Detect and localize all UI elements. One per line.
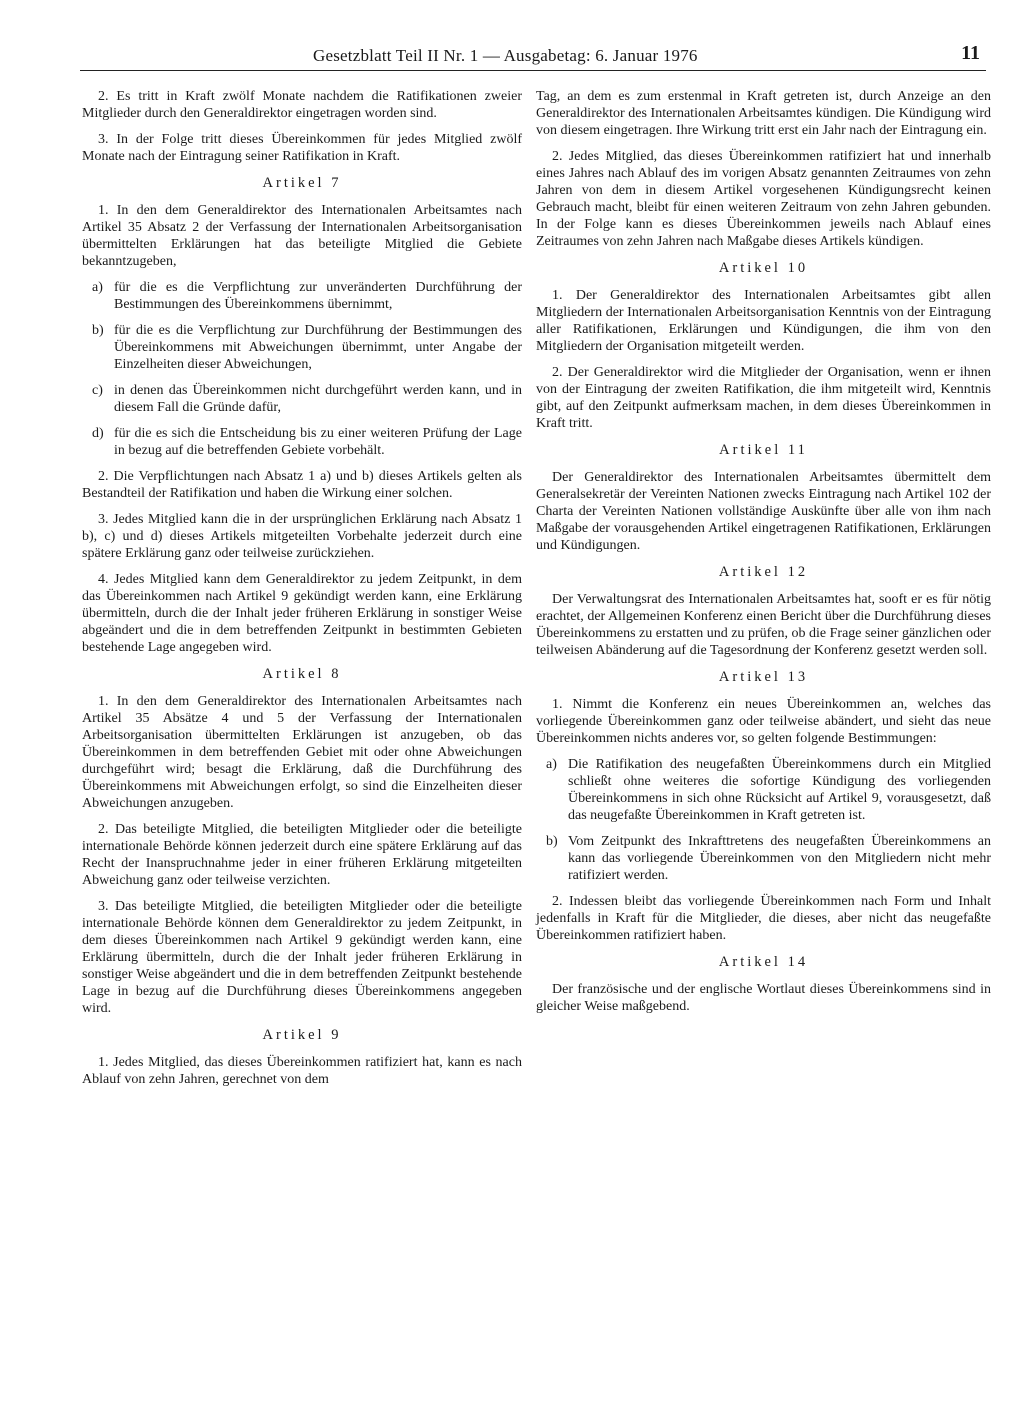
article-heading: Artikel 10 <box>718 260 809 276</box>
list-item <box>536 756 991 824</box>
paragraph: 2. Es tritt in Kraft zwölf Monate nachdem die Ratifikationen zweier Mitglieder durch den Generaldirektor eingetragen worden sind. <box>82 89 522 121</box>
paragraph: Der französische und der englische Wortlaut dieses Übereinkommens sind in gleicher Weise maßgebend. <box>536 982 991 1014</box>
paragraph: 2. Jedes Mitglied, das dieses Übereinkommen ratifiziert hat und innerhalb eines Jahres nach Ablauf des im vorigen Absatz genannten Zeitraumes von zehn Jahren von dem in diesem Artikel vorgesehenen Kündigungsrecht keinen Gebrauch macht, bleibt für einen weiteren Zeitraum von zehn Jahren gebunden. In der Folge kann es dieses Übereinkommen jeweils nach Ablauf eines Zeitraumes von zehn Jahren nach Maßgabe dieses Artikels kündigen. <box>536 149 991 249</box>
paragraph: 3. Das beteiligte Mitglied, die beteiligten Mitglieder oder die beteiligte internationale Behörde können dem Generaldirektor zu jedem Zeitpunkt, in dem dieses Übereinkommen nach Artikel 9 gekündigt werden kann, eine Erklärung übermitteln, durch die der Inhalt jeder früheren Erklärung in sonstiger Weise abgeändert und die in dem betreffenden Zeitpunkt bestehende Lage in bezug auf die Durchführung dieses Übereinkommens angegeben wird. <box>82 899 522 1016</box>
article-heading: Artikel 14 <box>718 954 809 970</box>
article-heading: Artikel 7 <box>262 175 342 191</box>
paragraph: 2. Der Generaldirektor wird die Mitglieder der Organisation, wenn er ihnen von der Eintragung der zweiten Ratifikation, die ihm mitgeteilt wird, Kenntnis gibt, auf den Zeitpunkt aufmerksam machen, in dem dieses Übereinkommen in Kraft tritt. <box>536 365 991 431</box>
paragraph: Tag, an dem es zum erstenmal in Kraft getreten ist, durch Anzeige an den Generaldirektor des Internationalen Arbeitsamtes kündigen. Die Kündigung wird von diesem eingetragen. Ihre Wirkung tritt erst ein Jahr nach der Eintragung ein. <box>536 89 991 138</box>
list-item-label: b) <box>92 323 104 338</box>
list-item-label: a) <box>92 280 103 295</box>
article-heading: Artikel 9 <box>262 1027 342 1043</box>
paragraph: Der Verwaltungsrat des Internationalen Arbeitsamtes hat, sooft er es für nötig erachtet, der Allgemeinen Konferenz einen Bericht über die Durchführung dieses Übereinkommens zu erstatten und zu prüfen, ob die Frage seiner gänzlichen oder teilweisen Abänderung auf die Tagesordnung der Konferenz gesetzt werden soll. <box>536 592 991 658</box>
list-item-text: Vom Zeitpunkt des Inkrafttretens des neugefaßten Übereinkommens an kann das vorliegende Übereinkommen von den Mitgliedern nicht mehr ratifiziert werden. <box>568 834 991 883</box>
list-item-text: für die es sich die Entscheidung bis zu einer weiteren Prüfung der Lage in bezug auf die betreffenden Gebiete vorbehält. <box>114 426 522 458</box>
paragraph: 1. Der Generaldirektor des Internationalen Arbeitsamtes gibt allen Mitgliedern der Internationalen Arbeitsorganisation Kenntnis von der Eintragung aller Ratifikationen, Erklärungen und Kündigungen, die ihm von den Mitgliedern der Organisation mitgeteilt werden. <box>536 288 991 354</box>
list-item <box>82 425 522 459</box>
paragraph: 1. Jedes Mitglied, das dieses Übereinkommen ratifiziert hat, kann es nach Ablauf von zehn Jahren, gerechnet von dem <box>82 1055 522 1087</box>
list-item-label: c) <box>92 383 103 398</box>
article-heading: Artikel 8 <box>262 666 342 682</box>
article-heading: Artikel 12 <box>718 564 809 580</box>
page-header <box>80 42 986 71</box>
gazette-title: Gesetzblatt Teil II Nr. 1 — Ausgabetag: 6. Januar 1976 <box>313 46 698 65</box>
paragraph: 1. In den dem Generaldirektor des Internationalen Arbeitsamtes nach Artikel 35 Absatz 2 der Verfassung der Internationalen Arbeitsorganisation übermittelten Erklärungen hat das beteiligte Mitglied die Gebiete bekanntzugeben, <box>82 203 522 269</box>
list-item-text: in denen das Übereinkommen nicht durchgeführt werden kann, und in diesem Fall die Gründe dafür, <box>114 383 522 415</box>
list-item <box>536 833 991 884</box>
paragraph: 4. Jedes Mitglied kann dem Generaldirektor zu jedem Zeitpunkt, in dem das Übereinkommen nach Artikel 9 gekündigt werden kann, eine Erklärung übermitteln, durch die der Inhalt jeder früheren Erklärung in sonstiger Weise abgeändert und die in dem betreffenden Zeitpunkt in bestimmten Gebieten bestehende Lage angegeben wird. <box>82 572 522 655</box>
right-column <box>536 88 991 1024</box>
list-item <box>82 279 522 313</box>
list-item <box>82 322 522 373</box>
list-item-label: d) <box>92 426 104 441</box>
paragraph: 3. Jedes Mitglied kann die in der ursprünglichen Erklärung nach Absatz 1 b), c) und d) dieses Artikels mitgeteilten Vorbehalte jederzeit durch eine spätere Erklärung ganz oder teilweise zurückziehen. <box>82 512 522 561</box>
list-item-label: a) <box>546 757 557 772</box>
article-heading: Artikel 11 <box>719 442 808 458</box>
paragraph: 3. In der Folge tritt dieses Übereinkommen für jedes Mitglied zwölf Monate nach der Eintragung seiner Ratifikation in Kraft. <box>82 132 522 164</box>
list-item-text: für die es die Verpflichtung zur Durchführung der Bestimmungen des Übereinkommens mit Abweichungen übernimmt, unter Angabe der Einzelheiten dieser Abweichungen, <box>114 323 522 372</box>
page-number: 11 <box>961 42 980 64</box>
paragraph: 1. Nimmt die Konferenz ein neues Übereinkommen an, welches das vorliegende Übereinkommen ganz oder teilweise abändert, und sieht das neue Übereinkommen nichts anderes vor, so gelten folgende Bestimmungen: <box>536 697 991 746</box>
article-heading: Artikel 13 <box>718 669 809 685</box>
left-column <box>82 88 522 1097</box>
list-item <box>82 382 522 416</box>
paragraph: Der Generaldirektor des Internationalen Arbeitsamtes übermittelt dem Generalsekretär der Vereinten Nationen zwecks Eintragung nach Artikel 102 der Charta der Vereinten Nationen vollständige Auskünfte über alle von ihm nach Maßgabe der vorausgehenden Artikel eingetragenen Ratifikationen, Erklärungen und Kündigungen. <box>536 470 991 553</box>
paragraph: 2. Das beteiligte Mitglied, die beteiligten Mitglieder oder die beteiligte internationale Behörde können jederzeit durch eine spätere Erklärung auf das Recht der Inanspruchnahme jeder in einer früheren Erklärung mitgeteilten Abweichung ganz oder teilweise verzichten. <box>82 822 522 888</box>
paragraph: 1. In den dem Generaldirektor des Internationalen Arbeitsamtes nach Artikel 35 Absätze 4 und 5 der Verfassung der Internationalen Arbeitsorganisation übermittelten Erklärungen ist anzugeben, ob das Übereinkommen in dem betreffenden Gebiet mit oder ohne Abweichungen durchgeführt wird; besagt die Erklärung, daß die Durchführung des Übereinkommens mit Abweichungen erfolgt, so sind die Einzelheiten dieser Abweichungen anzugeben. <box>82 694 522 811</box>
list-item-label: b) <box>546 834 558 849</box>
paragraph: 2. Die Verpflichtungen nach Absatz 1 a) und b) dieses Artikels gelten als Bestandteil der Ratifikation und haben die Wirkung einer solchen. <box>82 469 522 501</box>
list-item-text: für die es die Verpflichtung zur unveränderten Durchführung der Bestimmungen des Übereinkommens übernimmt, <box>114 280 522 312</box>
list-item-text: Die Ratifikation des neugefaßten Übereinkommens durch ein Mitglied schließt ohne weiteres die sofortige Kündigung des vorliegenden Übereinkommens in sich ohne Rücksicht auf Artikel 9, vorausgesetzt, daß das neugefaßte Übereinkommen in Kraft getreten ist. <box>568 757 991 823</box>
paragraph: 2. Indessen bleibt das vorliegende Übereinkommen nach Form und Inhalt jedenfalls in Kraft für die Mitglieder, die dieses, aber nicht das neugefaßte Übereinkommen ratifiziert haben. <box>536 894 991 943</box>
